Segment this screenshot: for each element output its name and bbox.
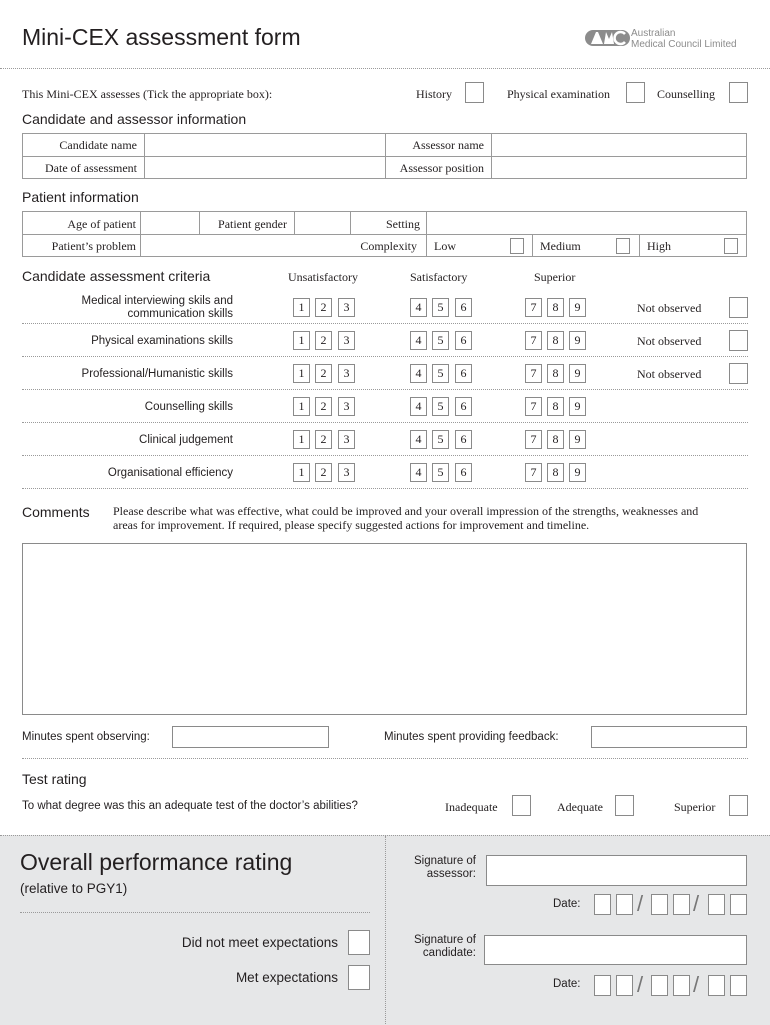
date-separator: /	[693, 972, 700, 997]
criteria-row-divider	[22, 356, 748, 357]
assess-type-prompt: This Mini-CEX assesses (Tick the appropriate box):	[22, 87, 273, 101]
candidate-section-title: Candidate and assessor information	[22, 111, 247, 127]
score-box[interactable]: 8	[547, 364, 564, 383]
score-box[interactable]: 6	[455, 331, 472, 350]
date-digit-box[interactable]	[730, 975, 747, 996]
assessor-position-field[interactable]	[492, 157, 746, 178]
problem-field[interactable]	[141, 235, 349, 256]
not-observed-label: Not observed	[637, 367, 702, 381]
score-box[interactable]: 6	[455, 430, 472, 449]
date-of-assessment-label: Date of assessment	[45, 161, 137, 175]
not-observed-label: Not observed	[637, 301, 702, 315]
complexity-high-label: High	[647, 239, 671, 253]
not-observed-label: Not observed	[637, 334, 702, 348]
assessor-name-field[interactable]	[492, 134, 746, 155]
score-box[interactable]: 8	[547, 397, 564, 416]
overall-title: Overall performance rating	[20, 849, 293, 875]
score-box[interactable]: 5	[432, 430, 449, 449]
counselling-label: Counselling	[657, 87, 716, 101]
score-box[interactable]: 5	[432, 331, 449, 350]
criteria-label: Organisational efficiency	[107, 467, 233, 479]
score-box[interactable]: 2	[315, 298, 332, 317]
score-box[interactable]: 6	[455, 397, 472, 416]
minutes-feedback-field[interactable]	[591, 726, 747, 748]
score-box[interactable]: 9	[569, 463, 586, 482]
complexity-low-checkbox[interactable]	[510, 238, 524, 254]
date-digit-box[interactable]	[616, 975, 633, 996]
met-checkbox[interactable]	[348, 965, 370, 990]
score-box[interactable]: 8	[547, 331, 564, 350]
date-digit-box[interactable]	[651, 894, 668, 915]
score-box[interactable]: 3	[338, 397, 355, 416]
test-adequate-label: Adequate	[557, 800, 603, 814]
score-box[interactable]: 9	[569, 331, 586, 350]
test-rating-question: To what degree was this an adequate test of the doctor’s abilities?	[22, 800, 358, 812]
overall-divider	[20, 912, 370, 913]
date-separator: /	[693, 891, 700, 916]
criteria-label-line2: communication skills	[127, 308, 233, 320]
score-box[interactable]: 5	[432, 364, 449, 383]
scale-superior: Superior	[534, 270, 576, 284]
score-box[interactable]: 1	[293, 331, 310, 350]
date-digit-box[interactable]	[594, 894, 611, 915]
score-box[interactable]: 8	[547, 430, 564, 449]
not-observed-checkbox[interactable]	[729, 330, 748, 351]
comments-instructions-1: Please describe what was effective, what could be improved and your overall impression of the strengths, weaknesses and	[113, 504, 699, 518]
gender-label: Patient gender	[218, 217, 287, 231]
date-digit-box[interactable]	[730, 894, 747, 915]
criteria-row-divider	[22, 455, 748, 456]
test-superior-checkbox[interactable]	[729, 795, 748, 816]
score-box[interactable]: 7	[525, 298, 542, 317]
comments-title: Comments	[22, 504, 90, 520]
overall-subtitle: (relative to PGY1)	[20, 881, 128, 896]
criteria-row-divider	[22, 422, 748, 423]
test-rating-title: Test rating	[22, 771, 87, 787]
not-meet-label: Did not meet expectations	[181, 935, 338, 950]
setting-field[interactable]	[427, 212, 746, 233]
candidate-name-label: Candidate name	[59, 138, 137, 152]
scale-unsatisfactory: Unsatisfactory	[288, 270, 358, 284]
score-box[interactable]: 4	[410, 331, 427, 350]
not-meet-checkbox[interactable]	[348, 930, 370, 955]
assessor-name-label: Assessor name	[412, 138, 484, 152]
score-box[interactable]: 6	[455, 463, 472, 482]
physical-exam-checkbox[interactable]	[626, 82, 645, 103]
overall-panel-divider	[385, 836, 386, 1024]
score-box[interactable]: 4	[410, 298, 427, 317]
amc-logo-icon	[585, 28, 630, 48]
criteria-label: Clinical judgement	[139, 434, 233, 446]
criteria-label: Medical interviewing skils and	[81, 295, 233, 307]
score-box[interactable]: 1	[293, 397, 310, 416]
age-field[interactable]	[141, 212, 198, 233]
score-box[interactable]: 2	[315, 463, 332, 482]
score-box[interactable]: 5	[432, 463, 449, 482]
score-box[interactable]: 7	[525, 397, 542, 416]
date-digit-box[interactable]	[708, 894, 725, 915]
score-box[interactable]: 6	[455, 298, 472, 317]
test-superior-label: Superior	[674, 800, 716, 814]
not-observed-checkbox[interactable]	[729, 363, 748, 384]
criteria-label: Professional/Humanistic skills	[81, 368, 233, 380]
scale-satisfactory: Satisfactory	[410, 270, 468, 284]
met-label: Met expectations	[235, 970, 338, 985]
score-box[interactable]: 2	[315, 430, 332, 449]
criteria-label: Counselling skills	[144, 401, 233, 413]
score-box[interactable]: 1	[293, 463, 310, 482]
score-box[interactable]: 9	[569, 397, 586, 416]
score-box[interactable]: 3	[338, 364, 355, 383]
score-box[interactable]: 2	[315, 331, 332, 350]
counselling-checkbox[interactable]	[729, 82, 748, 103]
score-box[interactable]: 7	[525, 430, 542, 449]
score-box[interactable]: 3	[338, 430, 355, 449]
comments-instructions-2: areas for improvement. If required, please specify suggested actions for improvement and timeline.	[113, 518, 590, 532]
minutes-observing-label: Minutes spent observing:	[22, 731, 150, 743]
date-digit-box[interactable]	[651, 975, 668, 996]
sig-candidate-label-1: Signature of	[413, 934, 476, 946]
comments-field[interactable]	[22, 543, 747, 715]
criteria-row-divider	[22, 488, 748, 489]
sig-assessor-label-1: Signature of	[413, 855, 476, 867]
criteria-section-title: Candidate assessment criteria	[22, 268, 211, 284]
date-digit-box[interactable]	[616, 894, 633, 915]
assessor-position-label: Assessor position	[399, 161, 484, 175]
date-digit-box[interactable]	[673, 894, 690, 915]
score-box[interactable]: 9	[569, 298, 586, 317]
score-box[interactable]: 8	[547, 298, 564, 317]
complexity-high-checkbox[interactable]	[724, 238, 738, 254]
criteria-row-divider	[22, 323, 748, 324]
score-box[interactable]: 1	[293, 364, 310, 383]
date-digit-box[interactable]	[708, 975, 725, 996]
score-box[interactable]: 7	[525, 331, 542, 350]
complexity-low-label: Low	[434, 239, 456, 253]
amc-logo	[585, 28, 630, 48]
sig-assessor-label-2: assessor:	[426, 868, 476, 880]
date-separator: /	[637, 972, 644, 997]
score-box[interactable]: 3	[338, 331, 355, 350]
complexity-label: Complexity	[360, 239, 417, 253]
sig-candidate-label-2: candidate:	[422, 947, 476, 959]
age-label: Age of patient	[67, 217, 136, 231]
history-checkbox[interactable]	[465, 82, 484, 103]
score-box[interactable]: 4	[410, 463, 427, 482]
history-label: History	[416, 87, 452, 101]
physical-exam-label: Physical examination	[507, 87, 610, 101]
score-box[interactable]: 2	[315, 397, 332, 416]
score-box[interactable]: 7	[525, 364, 542, 383]
not-observed-checkbox[interactable]	[729, 297, 748, 318]
header-divider	[0, 68, 770, 69]
score-box[interactable]: 6	[455, 364, 472, 383]
minutes-feedback-label: Minutes spent providing feedback:	[384, 731, 559, 743]
score-box[interactable]: 4	[410, 397, 427, 416]
date-separator: /	[637, 891, 644, 916]
test-inadequate-label: Inadequate	[445, 800, 498, 814]
setting-label: Setting	[385, 217, 420, 231]
sig-candidate-field[interactable]	[484, 935, 747, 965]
score-box[interactable]: 1	[293, 430, 310, 449]
score-box[interactable]: 4	[410, 364, 427, 383]
logo-text-line1: Australian	[631, 28, 676, 39]
score-box[interactable]: 3	[338, 463, 355, 482]
problem-label: Patient’s problem	[51, 239, 136, 253]
score-box[interactable]: 8	[547, 463, 564, 482]
score-box[interactable]: 5	[432, 298, 449, 317]
complexity-medium-label: Medium	[540, 239, 581, 253]
score-box[interactable]: 9	[569, 430, 586, 449]
logo-text-line2: Medical Council Limited	[631, 39, 737, 50]
criteria-row-divider	[22, 389, 748, 390]
date-digit-box[interactable]	[673, 975, 690, 996]
score-box[interactable]: 4	[410, 430, 427, 449]
score-box[interactable]: 5	[432, 397, 449, 416]
score-box[interactable]: 3	[338, 298, 355, 317]
minutes-divider	[22, 758, 748, 759]
form-title: Mini-CEX assessment form	[22, 24, 301, 50]
test-adequate-checkbox[interactable]	[615, 795, 634, 816]
gender-field[interactable]	[295, 212, 349, 233]
score-box[interactable]: 1	[293, 298, 310, 317]
score-box[interactable]: 7	[525, 463, 542, 482]
date-digit-box[interactable]	[594, 975, 611, 996]
date-label-assessor: Date:	[553, 898, 581, 910]
score-box[interactable]: 2	[315, 364, 332, 383]
patient-section-title: Patient information	[22, 189, 139, 205]
test-inadequate-checkbox[interactable]	[512, 795, 531, 816]
complexity-medium-checkbox[interactable]	[616, 238, 630, 254]
date-of-assessment-field[interactable]	[145, 157, 384, 178]
criteria-label: Physical examinations skills	[91, 335, 233, 347]
candidate-name-field[interactable]	[145, 134, 384, 155]
date-label-candidate: Date:	[553, 978, 581, 990]
sig-assessor-field[interactable]	[486, 855, 747, 886]
minutes-observing-field[interactable]	[172, 726, 329, 748]
score-box[interactable]: 9	[569, 364, 586, 383]
